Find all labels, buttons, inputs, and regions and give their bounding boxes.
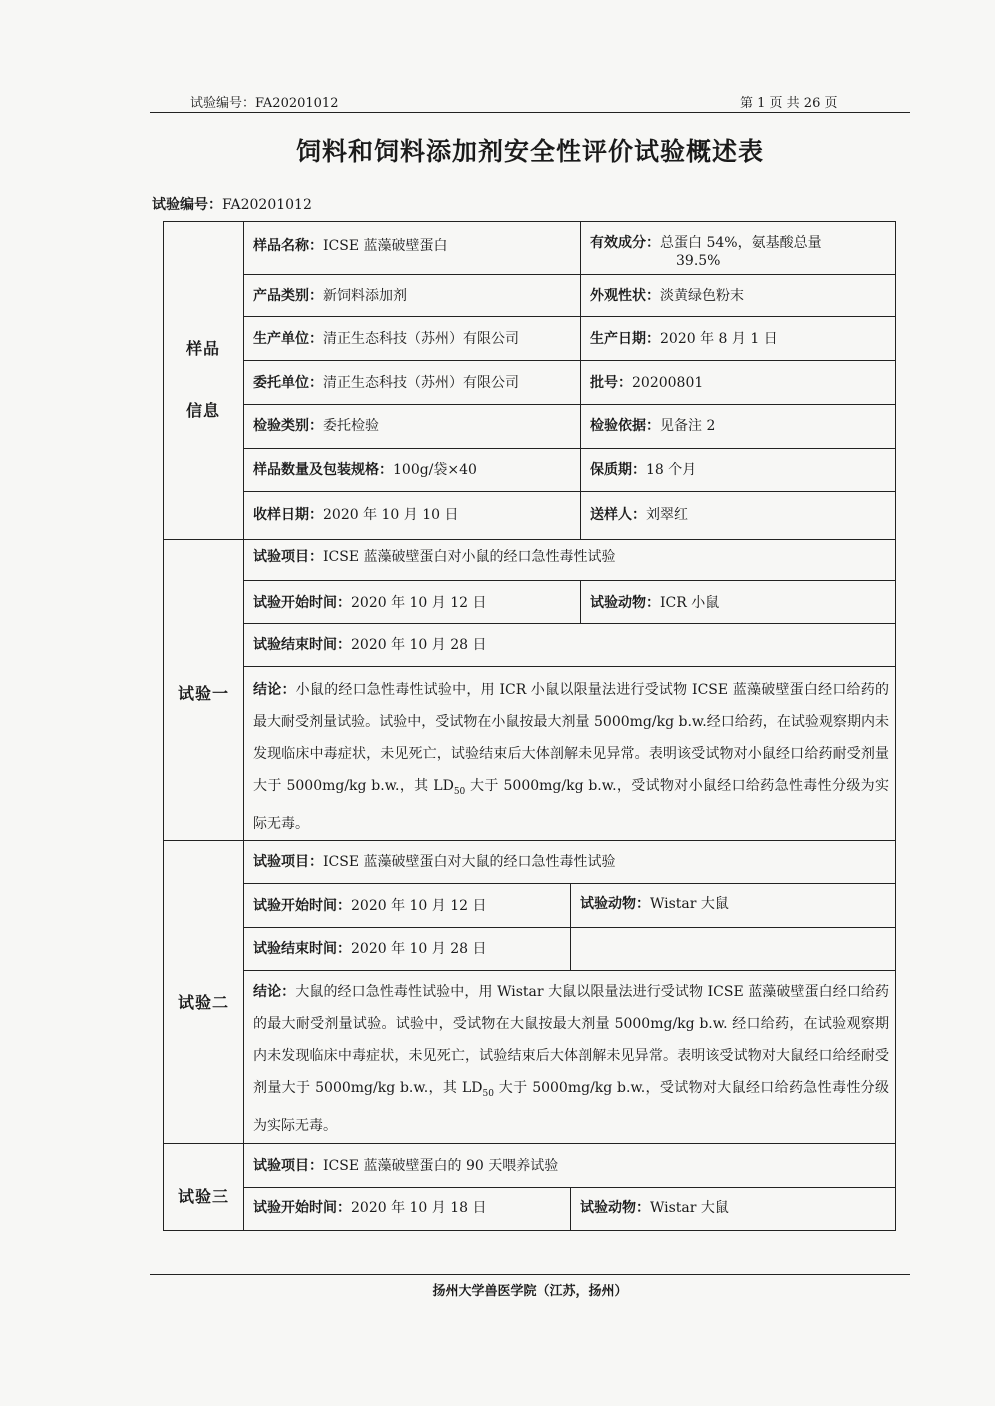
sample-name: 样品名称：ICSE 蓝藻破壁蛋白 — [253, 238, 448, 254]
header-rule — [150, 112, 910, 113]
trial2-end: 试验结束时间：2020 年 10 月 28 日 — [253, 941, 487, 957]
section-label-trial3: 试验三 — [178, 1187, 230, 1206]
footer-rule — [150, 1274, 910, 1275]
sample-quantity: 样品数量及包装规格：100g/袋×40 — [253, 462, 477, 478]
shelf-life: 保质期：18 个月 — [590, 462, 697, 478]
sender: 送样人：刘翠红 — [590, 507, 688, 523]
trial2-item: 试验项目：ICSE 蓝藻破壁蛋白对大鼠的经口急性毒性试验 — [253, 854, 616, 870]
appearance: 外观性状：淡黄绿色粉末 — [590, 288, 744, 304]
trial1-end: 试验结束时间：2020 年 10 月 28 日 — [253, 637, 487, 653]
section-label-trial1: 试验一 — [178, 684, 230, 703]
label-column-divider — [243, 221, 244, 1231]
received-date: 收样日期：2020 年 10 月 10 日 — [253, 507, 459, 523]
test-type: 检验类别：委托检验 — [253, 418, 379, 434]
client: 委托单位：清正生态科技（苏州）有限公司 — [253, 375, 519, 391]
production-date: 生产日期：2020 年 8 月 1 日 — [590, 331, 778, 347]
batch-number: 批号：20200801 — [590, 375, 704, 391]
trial1-item: 试验项目：ICSE 蓝藻破壁蛋白对小鼠的经口急性毒性试验 — [253, 549, 616, 565]
table-border-bottom — [163, 1230, 896, 1231]
producer: 生产单位：清正生态科技（苏州）有限公司 — [253, 331, 519, 347]
table-border-right — [895, 221, 896, 1231]
trial1-conclusion: 结论：小鼠的经口急性毒性试验中，用 ICR 小鼠以限量法进行受试物 ICSE 蓝藻破壁蛋白经口给药的最大耐受剂量试验。试验中，受试物在小鼠按最大剂量 5000mg/kg b.w.经口给药，在试验观察期内未发现临床中毒症状，未见死亡，试验结束后大体剖解未见异常。表明该受试物对小鼠经口给药耐受剂量大于 5000mg/kg b.w.，其 $LD_{50}$ 大于 5000mg/kg b.w.，受试物对小鼠经口给药急性毒性分级为实际无毒。 — [253, 682, 889, 832]
trial1-animal: 试验动物：ICR 小鼠 — [590, 595, 720, 611]
product-category: 产品类别：新饲料添加剂 — [253, 288, 407, 304]
footer-institution: 扬州大学兽医学院（江苏，扬州） — [432, 1284, 628, 1299]
trial3-start: 试验开始时间：2020 年 10 月 18 日 — [253, 1200, 487, 1216]
trial1-start: 试验开始时间：2020 年 10 月 12 日 — [253, 595, 487, 611]
trial3-item: 试验项目：ICSE 蓝藻破壁蛋白的 90 天喂养试验 — [253, 1158, 559, 1174]
trial2-animal: 试验动物：Wistar 大鼠 — [580, 896, 729, 912]
section-label-sample-2: 信息 — [186, 401, 221, 420]
table-border-left — [163, 221, 164, 1231]
section-label-trial2: 试验二 — [178, 993, 230, 1012]
header-test-number: 试验编号：FA20201012 — [190, 96, 339, 111]
trial3-animal: 试验动物：Wistar 大鼠 — [580, 1200, 729, 1216]
table-border-top — [163, 221, 896, 222]
test-basis: 检验依据：见备注 2 — [590, 418, 716, 434]
page-title: 饲料和饲料添加剂安全性评价试验概述表 — [295, 137, 764, 166]
section-label-sample-1: 样品 — [186, 339, 221, 358]
trial2-conclusion: 结论：大鼠的经口急性毒性试验中，用 Wistar 大鼠以限量法进行受试物 ICSE 蓝藻破壁蛋白经口给药的最大耐受剂量试验。试验中，受试物在大鼠按最大剂量 5000mg/kg b.w. 经口给药，在试验观察期内未发现临床中毒症状，未见死亡，试验结束后大体剖解未见异常。表明该受试物对大鼠经口给经耐受剂量大于 5000mg/kg b.w.，其 $LD_{50}$ 大于 5000mg/kg b.w.，受试物对大鼠经口给药急性毒性分级为实际无毒。 — [253, 984, 890, 1134]
active-ingredient: 有效成分：总蛋白 54%，氨基酸总量 39.5% — [590, 235, 822, 269]
test-number: 试验编号：FA20201012 — [152, 197, 312, 213]
header-page-info: 第 1 页 共 26 页 — [740, 96, 838, 111]
trial2-start: 试验开始时间：2020 年 10 月 12 日 — [253, 898, 487, 914]
